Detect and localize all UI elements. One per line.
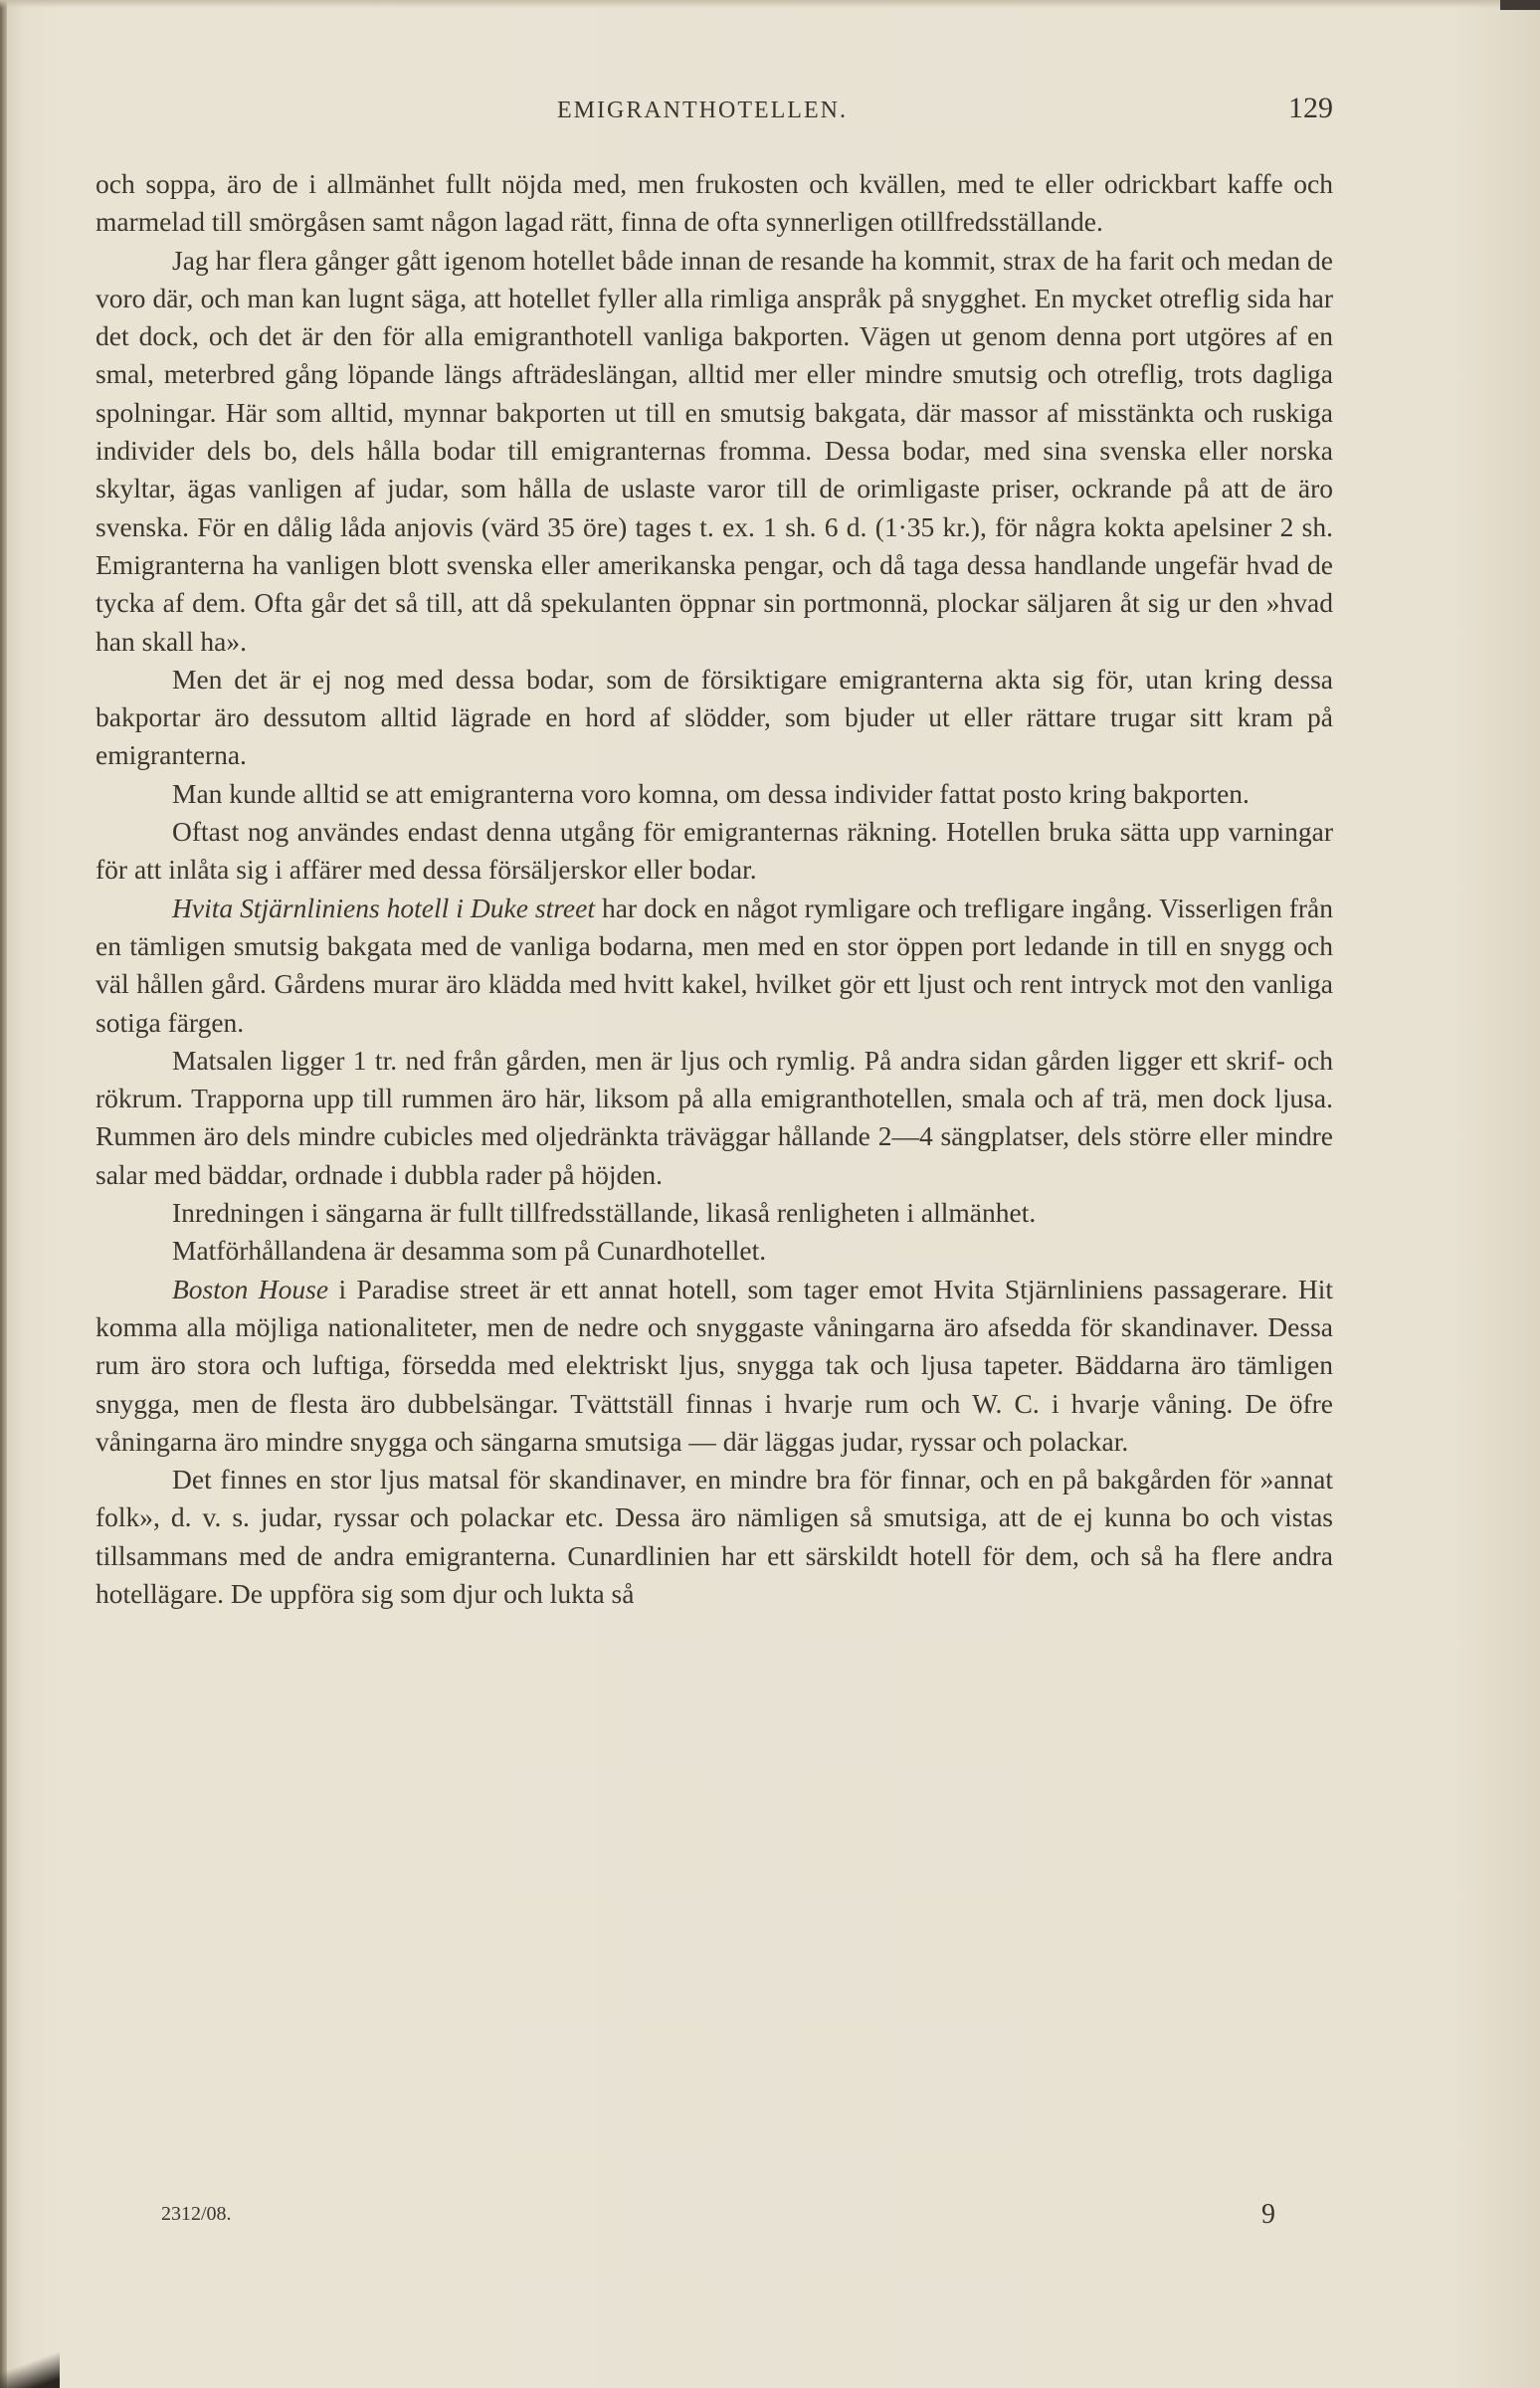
paragraph: Matförhållandena är desamma som på Cunardhotellet.	[172, 1235, 767, 1267]
paragraph: Det finnes en stor ljus matsal för skandinaver, en mindre bra för finnar, och en på bakgården för »annat folk», d. v. s. judar, ryssar och polackar etc. Dessa äro nämligen så smutsiga, att de ej kunna bo och vistas tillsammans med de andra emigranterna. Cunardlinien har ett särskildt hotell för dem, och så ha flere andra hotellägare. De uppföra sig som djur och lukta så	[96, 1464, 1333, 1609]
paragraph: Men det är ej nog med dessa bodar, som de försiktigare emigranterna akta sig för, utan kring dessa bakportar äro dessutom alltid lägrade en hord af slödder, som bjuder ut eller rättare trugar sitt kram på emigranterna.	[96, 663, 1333, 771]
page-top-edge	[0, 0, 1540, 8]
page-number: 129	[1288, 92, 1333, 124]
running-title: EMIGRANTHOTELLEN.	[557, 98, 848, 123]
sheet-number: 9	[1261, 2199, 1275, 2230]
italic-hotel-name: Hvita Stjärnliniens hotell i Duke street	[172, 892, 595, 923]
paragraph: Matsalen ligger 1 tr. ned från gården, men är ljus och rymlig. På andra sidan gården ligger ett skrif- och rökrum. Trapporna upp till rummen äro här, liksom på alla emigranthotellen, smala och af trä, men dock ljusa. Rummen äro dels mindre cubicles med oljedränkta träväggar hållande 2—4 sängplatser, dels större eller mindre salar med bäddar, ordnade i dubbla rader på höjden.	[96, 1044, 1333, 1190]
signature-mark: 2312/08.	[161, 2203, 232, 2225]
scan-corner-shadow	[0, 2348, 60, 2388]
paragraph: Man kunde alltid se att emigranterna voro komna, om dessa individer fattat posto kring bakporten.	[172, 777, 1250, 809]
paragraph: Oftast nog användes endast denna utgång för emigranternas räkning. Hotellen bruka sätta upp varningar för att inlåta sig i affärer med dessa försäljerskor eller bodar.	[96, 816, 1333, 886]
body-text	[96, 165, 1333, 1613]
page-header	[99, 92, 1333, 131]
paragraph: Boston House i Paradise street är ett annat hotell, som tager emot Hvita Stjärnliniens passagerare. Hit komma alla möjliga nationaliteter, men de nedre och snyggaste våningarna äro afsedda för skandinaver. Dessa rum äro stora och luftiga, försedda med elektriskt ljus, snygga tak och ljusa tapeter. Bäddarna äro tämligen snygga, men de flesta äro dubbelsängar. Tvättställ finnas i hvarje rum och W. C. i hvarje våning. De öfre våningarna äro mindre snygga och sängarna smutsiga — där läggas judar, ryssar och polackar.	[96, 1273, 1333, 1457]
italic-hotel-name: Boston House	[172, 1273, 329, 1304]
page-footer	[161, 2199, 1275, 2239]
paragraph: Inredningen i sängarna är fullt tillfredsställande, likaså renligheten i allmänhet.	[172, 1197, 1037, 1229]
page-left-edge	[0, 0, 7, 2388]
scan-border-corner	[1500, 0, 1540, 10]
paragraph: och soppa, äro de i allmänhet fullt nöjda med, men frukosten och kvällen, med te eller odrickbart kaffe och marmelad till smörgåsen samt någon lagad rätt, finna de ofta synnerligen otillfredsställande.	[96, 168, 1333, 238]
paragraph: Jag har flera gånger gått igenom hotellet både innan de resande ha kommit, strax de ha farit och medan de voro där, och man kan lugnt säga, att hotellet fyller alla rimliga anspråk på snygghet. En mycket otreflig sida har det dock, och det är den för alla emigranthotell vanliga bakporten. Vägen ut genom denna port utgöres af en smal, meterbred gång löpande längs afträdeslängan, alltid mer eller mindre smutsig och otreflig, trots dagliga spolningar. Här som alltid, mynnar bakporten ut till en smutsig bakgata, där massor af misstänkta och ruskiga individer dels bo, dels hålla bodar till emigranternas fromma. Dessa bodar, med sina svenska eller norska skyltar, ägas vanligen af judar, som hålla de uslaste varor till de orimligaste priser, ockrande på att de äro svenska. För en dålig låda anjovis (värd 35 öre) tages t. ex. 1 sh. 6 d. (1·35 kr.), för några kokta apelsiner 2 sh. Emigranterna ha vanligen blott svenska eller amerikanska pengar, och då taga dessa handlande ungefär hvad de tycka af dem. Ofta går det så till, att då spekulanten öppnar sin portmonnä, plockar säljaren åt sig ur den »hvad han skall ha».	[96, 244, 1333, 657]
paragraph: Hvita Stjärnliniens hotell i Duke street har dock en något rymligare och trefligare ingång. Visserligen från en tämligen smutsig bakgata med de vanliga bodarna, men med en stor öppen port ledande in till en snygg och väl hållen gård. Gårdens murar äro klädda med hvitt kakel, hvilket gör ett ljust och rent intryck mot den vanliga sotiga färgen.	[96, 892, 1333, 1038]
